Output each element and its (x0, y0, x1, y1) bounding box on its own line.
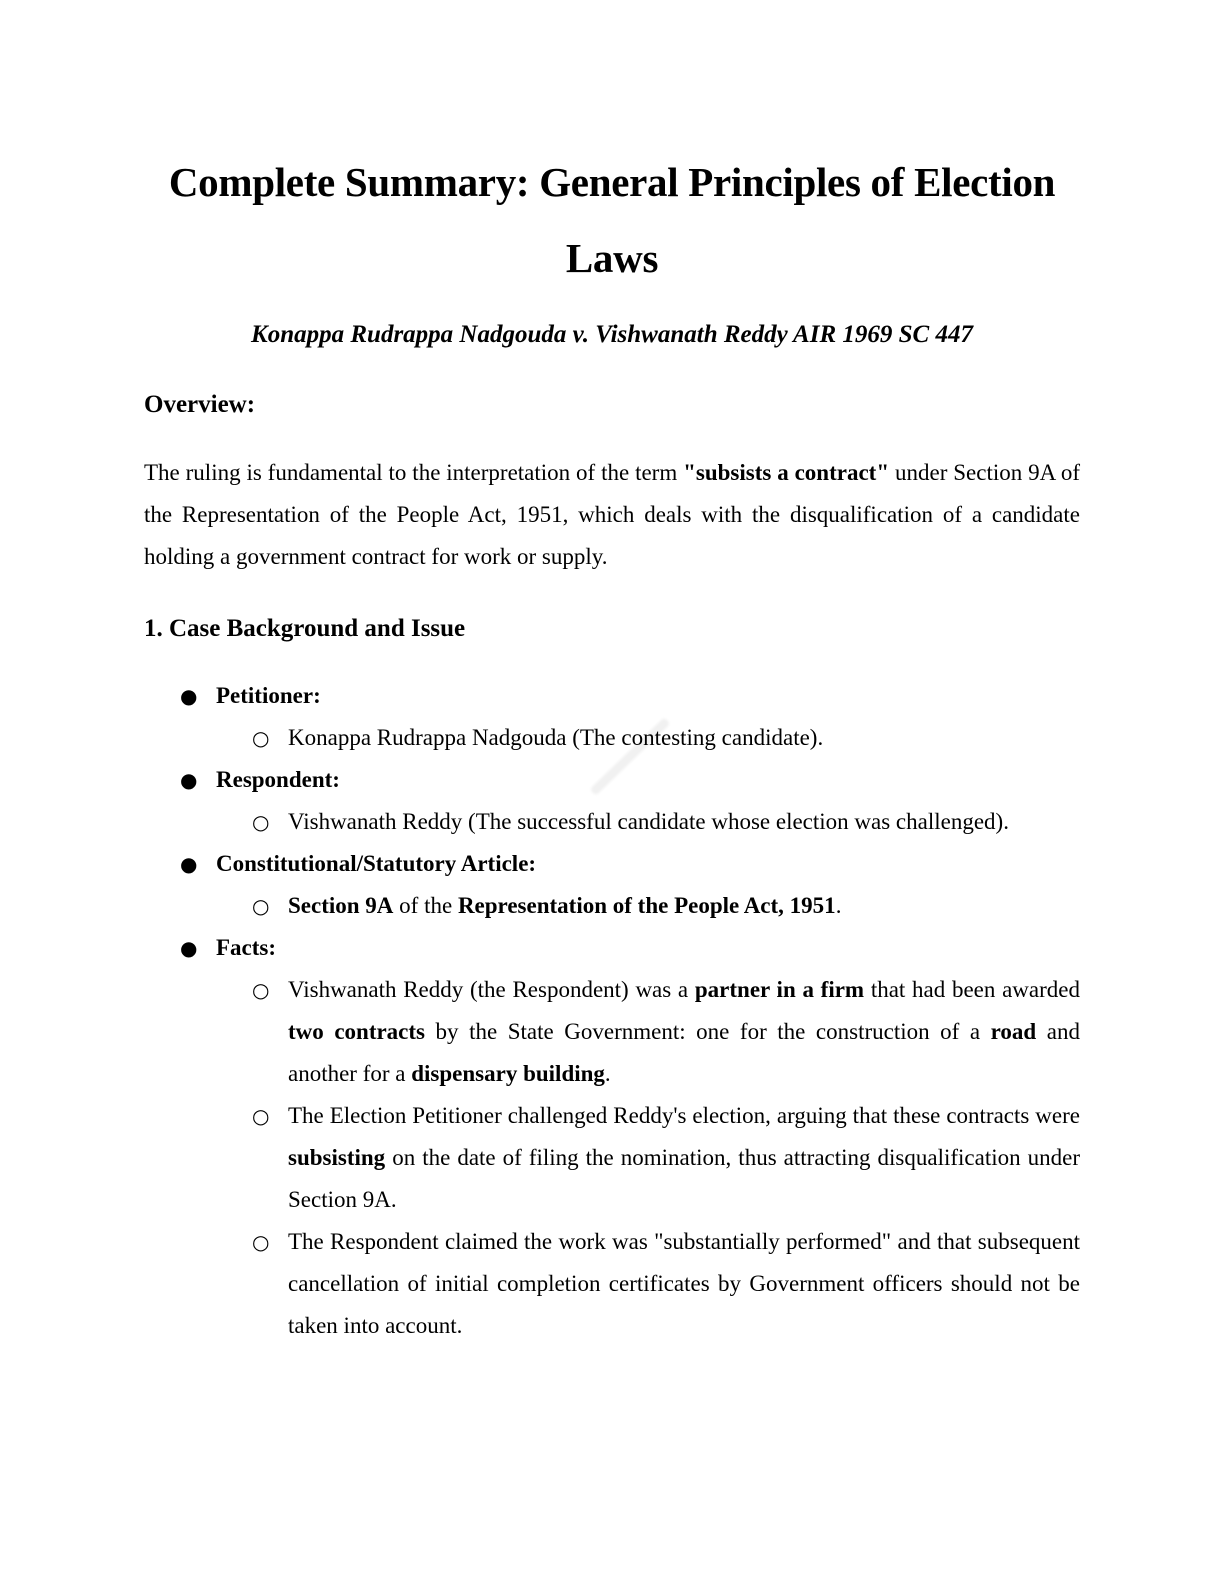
list-item-text: Facts: (216, 935, 277, 960)
list-item-text: Konappa Rudrappa Nadgouda (The contesting candidate). (288, 725, 824, 750)
list-item-text: The Respondent claimed the work was "substantially performed" and that subsequent cancellation of initial completion certificates by Government officers should not be taken into account. (288, 1229, 1080, 1338)
circle-bullet-icon: ○ (252, 726, 270, 750)
list-item-text: Petitioner: (216, 683, 321, 708)
list-item-statutory-article (144, 843, 1080, 885)
list-item-respondent-detail (144, 801, 1080, 843)
list-item-text: Constitutional/Statutory Article: (216, 851, 537, 876)
list-item-petitioner-detail (144, 717, 1080, 759)
circle-bullet-icon: ○ (252, 1230, 270, 1254)
circle-bullet-icon: ○ (252, 978, 270, 1002)
circle-bullet-icon: ○ (252, 894, 270, 918)
list-item-text: Section 9A of the Representation of the People Act, 1951. (288, 893, 842, 918)
disc-bullet-icon: ● (180, 852, 198, 876)
disc-bullet-icon: ● (180, 936, 198, 960)
list-item-facts (144, 927, 1080, 969)
disc-bullet-icon: ● (180, 768, 198, 792)
list-item-facts-detail-2 (144, 1095, 1080, 1221)
disc-bullet-icon: ● (180, 684, 198, 708)
list-item-facts-detail-3 (144, 1221, 1080, 1347)
circle-bullet-icon: ○ (252, 810, 270, 834)
document-title (144, 144, 1080, 296)
case-background-list (144, 675, 1080, 1347)
section-1-heading: 1. Case Background and Issue (144, 615, 466, 642)
circle-bullet-icon: ○ (252, 1104, 270, 1128)
list-item-text: Respondent: (216, 767, 340, 792)
overview-paragraph: The ruling is fundamental to the interpretation of the term "subsists a contract" under Section 9A of the Representation of the People Act, 1951, which deals with the disqualification of a candidate holding a government contract for work or supply. (144, 460, 1080, 569)
list-item-respondent (144, 759, 1080, 801)
list-item-statutory-article-detail (144, 885, 1080, 927)
list-item-text: Vishwanath Reddy (The successful candidate whose election was challenged). (288, 809, 1009, 834)
list-item-petitioner (144, 675, 1080, 717)
overview-heading: Overview: (144, 391, 256, 418)
case-citation: Konappa Rudrappa Nadgouda v. Vishwanath Reddy AIR 1969 SC 447 (251, 321, 973, 348)
list-item-facts-detail-1 (144, 969, 1080, 1095)
document-title-line-2: Laws (565, 235, 659, 281)
list-item-text: Vishwanath Reddy (the Respondent) was a partner in a firm that had been awarded two contracts by the State Government: one for the construction of a road and another for a dispensary building. (288, 977, 1080, 1086)
document-title-line-1: Complete Summary: General Principles of Election (168, 159, 1056, 205)
list-item-text: The Election Petitioner challenged Reddy's election, arguing that these contracts were subsisting on the date of filing the nomination, thus attracting disqualification under Section 9A. (288, 1103, 1080, 1212)
